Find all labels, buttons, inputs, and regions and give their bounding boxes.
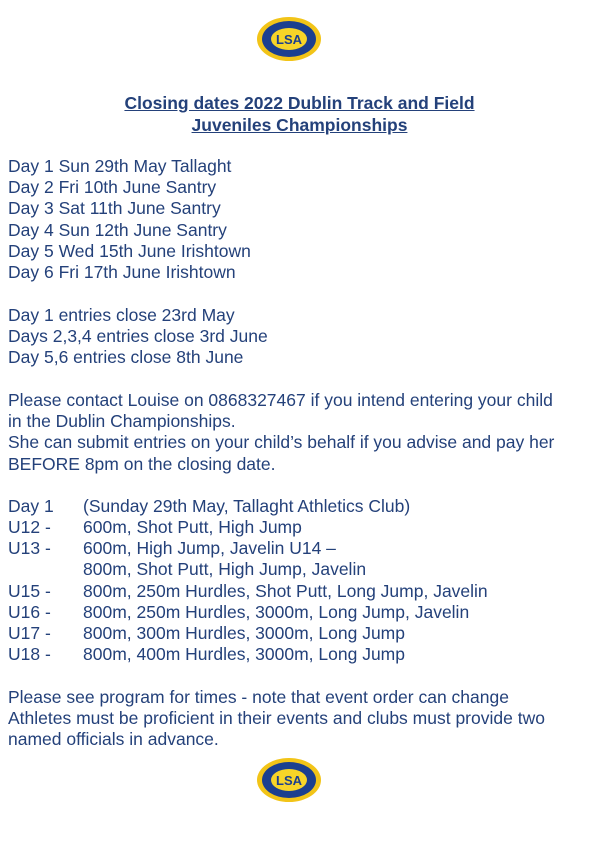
closing-item: Day 5,6 entries close 8th June	[8, 347, 244, 368]
schedule-code: U12 -	[8, 517, 51, 537]
schedule-row	[8, 623, 405, 644]
schedule-events: 800m, 400m Hurdles, 3000m, Long Jump	[83, 644, 405, 664]
svg-text:LSA: LSA	[276, 773, 302, 788]
day-item: Day 3 Sat 11th June Santry	[8, 198, 221, 219]
schedule-row	[8, 581, 488, 602]
contact-line: BEFORE 8pm on the closing date.	[8, 453, 276, 474]
club-logo-top	[256, 16, 322, 62]
footer-line: Please see program for times - note that event order can change	[8, 687, 509, 707]
contact-line: She can submit entries on your child’s behalf if you advise and pay her	[8, 432, 555, 453]
closing-dates-list	[8, 305, 598, 369]
schedule-row	[8, 496, 410, 517]
schedule-row	[8, 644, 405, 665]
schedule-events: 600m, High Jump, Javelin U14 –	[83, 538, 336, 558]
days-list	[8, 156, 598, 283]
schedule-events: (Sunday 29th May, Tallaght Athletics Club)	[83, 496, 411, 516]
day-item: Day 2 Fri 10th June Santry	[8, 177, 217, 198]
page-title	[0, 92, 599, 136]
day-item: Day 1 Sun 29th May Tallaght	[8, 156, 232, 176]
title-line-1: Closing dates 2022 Dublin Track and Field	[124, 93, 475, 113]
closing-item: Days 2,3,4 entries close 3rd June	[8, 326, 268, 347]
schedule-code: Day 1	[8, 496, 54, 516]
day-item: Day 4 Sun 12th June Santry	[8, 219, 227, 240]
schedule-row	[8, 559, 366, 580]
schedule-code: U18 -	[8, 644, 51, 664]
schedule-code: U13 -	[8, 538, 51, 558]
schedule-code: U15 -	[8, 581, 51, 601]
day-item: Day 5 Wed 15th June Irishtown	[8, 240, 251, 261]
schedule-events: 800m, Shot Putt, High Jump, Javelin	[83, 559, 367, 579]
title-line-2: Juveniles Championships	[191, 115, 408, 135]
footer-line: Athletes must be proficient in their events and clubs must provide two	[8, 708, 545, 729]
schedule-events: 600m, Shot Putt, High Jump	[83, 517, 302, 537]
contact-line: Please contact Louise on 0868327467 if you intend entering your child	[8, 390, 553, 410]
svg-text:LSA: LSA	[276, 32, 302, 47]
contact-line: in the Dublin Championships.	[8, 411, 236, 432]
day-item: Day 6 Fri 17th June Irishtown	[8, 262, 236, 283]
schedule-events: 800m, 300m Hurdles, 3000m, Long Jump	[83, 623, 405, 643]
closing-item: Day 1 entries close 23rd May	[8, 305, 235, 325]
footer-line: named officials in advance.	[8, 729, 219, 750]
footer-paragraph	[8, 687, 598, 751]
club-logo-bottom	[256, 757, 322, 803]
schedule-events: 800m, 250m Hurdles, 3000m, Long Jump, Javelin	[83, 602, 470, 622]
schedule-events: 800m, 250m Hurdles, Shot Putt, Long Jump, Javelin	[83, 581, 488, 601]
schedule-code: U16 -	[8, 602, 51, 622]
schedule-code: U17 -	[8, 623, 51, 643]
schedule-row	[8, 538, 336, 559]
schedule-row	[8, 602, 469, 623]
schedule-row	[8, 517, 302, 538]
contact-paragraph	[8, 390, 598, 475]
